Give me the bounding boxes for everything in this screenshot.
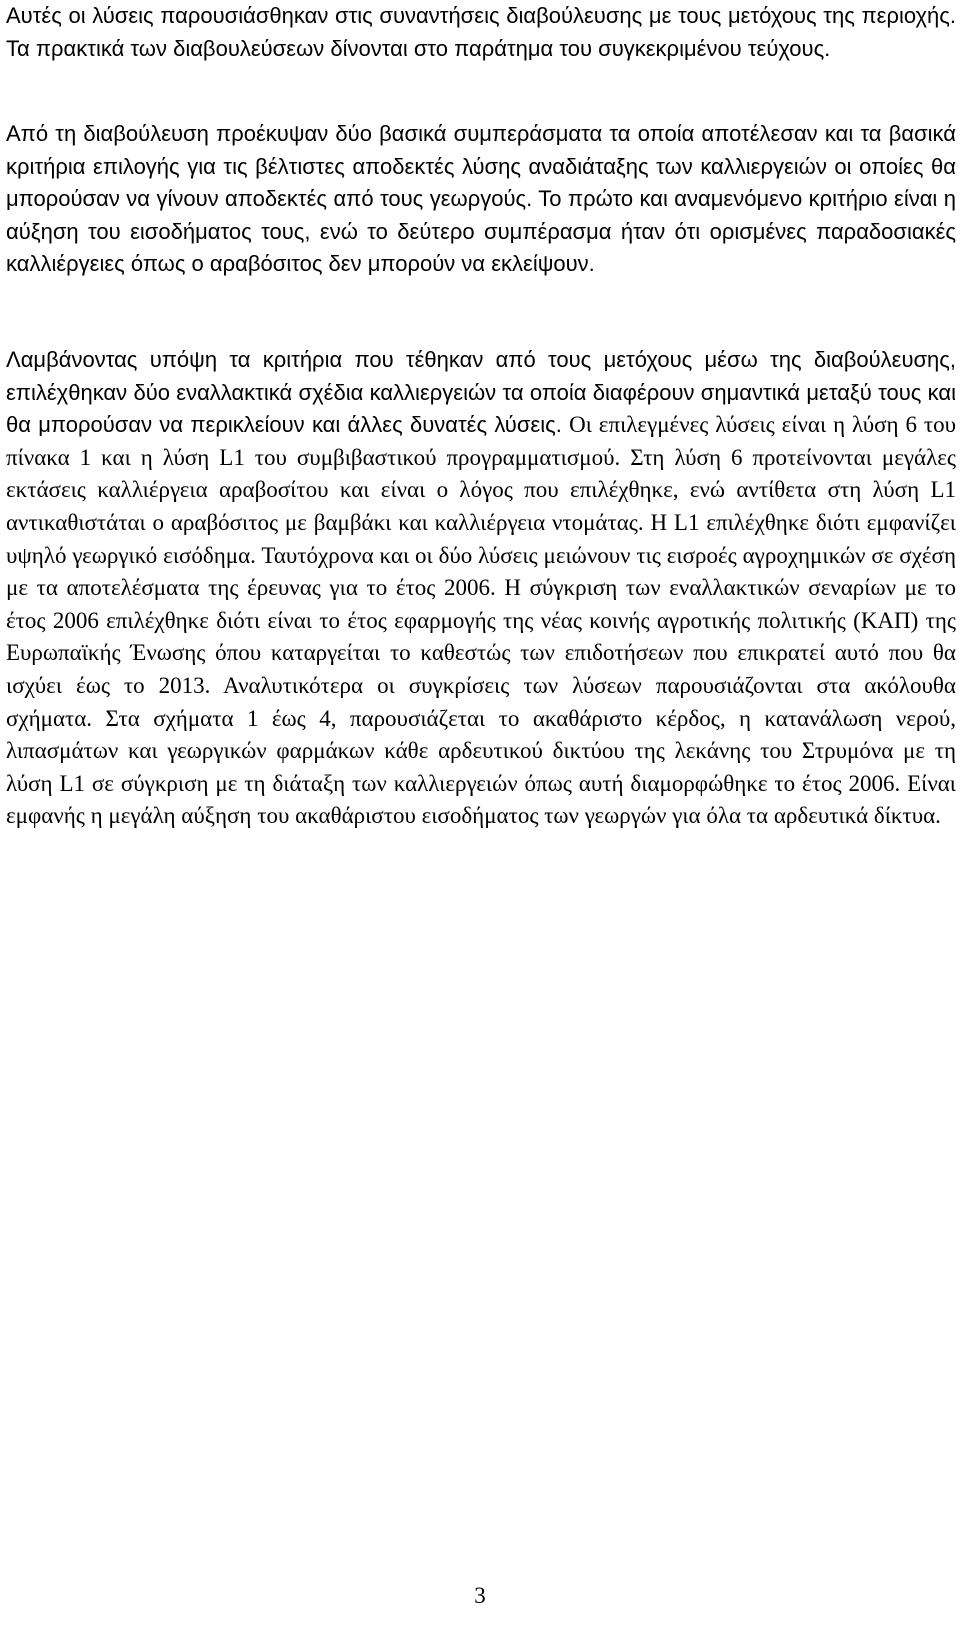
paragraph-2	[6, 118, 956, 281]
page-number: 3	[474, 1583, 486, 1608]
paragraph-1-text: Αυτές οι λύσεις παρουσιάσθηκαν στις συναντήσεις διαβούλευσης με τους μετόχους της περιοχής. Τα πρακτικά των διαβουλεύσεων δίνονται στο παράτημα του συγκεκριμένου τεύχους.	[6, 3, 956, 61]
paragraph-3-text-sans: Λαμβάνοντας υπόψη τα κριτήρια που τέθηκαν από τους μετόχους μέσω της διαβούλευσης, επιλέχθηκαν δύο εναλλακτικά σχέδια καλλιεργειών τα οποία διαφέρουν σημαντικά μεταξύ τους και θα μπορούσαν να περικλείουν και άλλες δυνατές λύσεις.	[6, 347, 956, 438]
paragraph-3	[6, 344, 956, 833]
paragraph-3-text-serif: Οι επιλεγμένες λύσεις είναι η λύση 6 του πίνακα 1 και η λύση L1 του συμβιβαστικού προγραμματισμού. Στη λύση 6 προτείνονται μεγάλες εκτάσεις καλλιέργεια αραβοσίτου και είναι ο λόγος που επιλέχθηκε, ενώ αντίθετα στη λύση L1 αντικαθιστάται ο αραβόσιτος με βαμβάκι και καλλιέργεια ντομάτας. Η L1 επιλέχθηκε διότι εμφανίζει υψηλό γεωργικό εισόδημα. Ταυτόχρονα και οι δύο λύσεις μειώνουν τις εισροές αγροχημικών σε σχέση με τα αποτελέσματα της έρευνας για το έτος 2006. Η σύγκριση των εναλλακτικών σεναρίων με το έτος 2006 επιλέχθηκε διότι είναι το έτος εφαρμογής της νέας κοινής αγροτικής πολιτικής (ΚΑΠ) της Ευρωπαϊκής Ένωσης όπου καταργείται το καθεστώς των επιδοτήσεων που επικρατεί αυτό που θα ισχύει έως το 2013. Αναλυτικότερα οι συγκρίσεις των λύσεων παρουσιάζονται στα ακόλουθα σχήματα. Στα σχήματα 1 έως 4, παρουσιάζεται το ακαθάριστο κέρδος, η κατανάλωση νερού, λιπασμάτων και γεωργικών φαρμάκων κάθε αρδευτικού δικτύου της λεκάνης του Στρυμόνα με τη λύση L1 σε σύγκριση με τη διάταξη των καλλιεργειών όπως αυτή διαμορφώθηκε το έτος 2006. Είναι εμφανής η μεγάλη αύξηση του ακαθάριστου εισοδήματος των γεωργών για όλα τα αρδευτικά δίκτυα.	[6, 412, 956, 829]
paragraph-2-text: Από τη διαβούλευση προέκυψαν δύο βασικά συμπεράσματα τα οποία αποτέλεσαν και τα βασικά κριτήρια επιλογής για τις βέλτιστες αποδεκτές λύσης αναδιάταξης των καλλιεργειών οι οποίες θα μπορούσαν να γίνουν αποδεκτές από τους γεωργούς. Το πρώτο και αναμενόμενο κριτήριο είναι η αύξηση του εισοδήματος τους, ενώ το δεύτερο συμπέρασμα ήταν ότι ορισμένες παραδοσιακές καλλιέργειες όπως ο αραβόσιτος δεν μπορούν να εκλείψουν.	[6, 121, 956, 277]
paragraph-1	[6, 0, 956, 65]
